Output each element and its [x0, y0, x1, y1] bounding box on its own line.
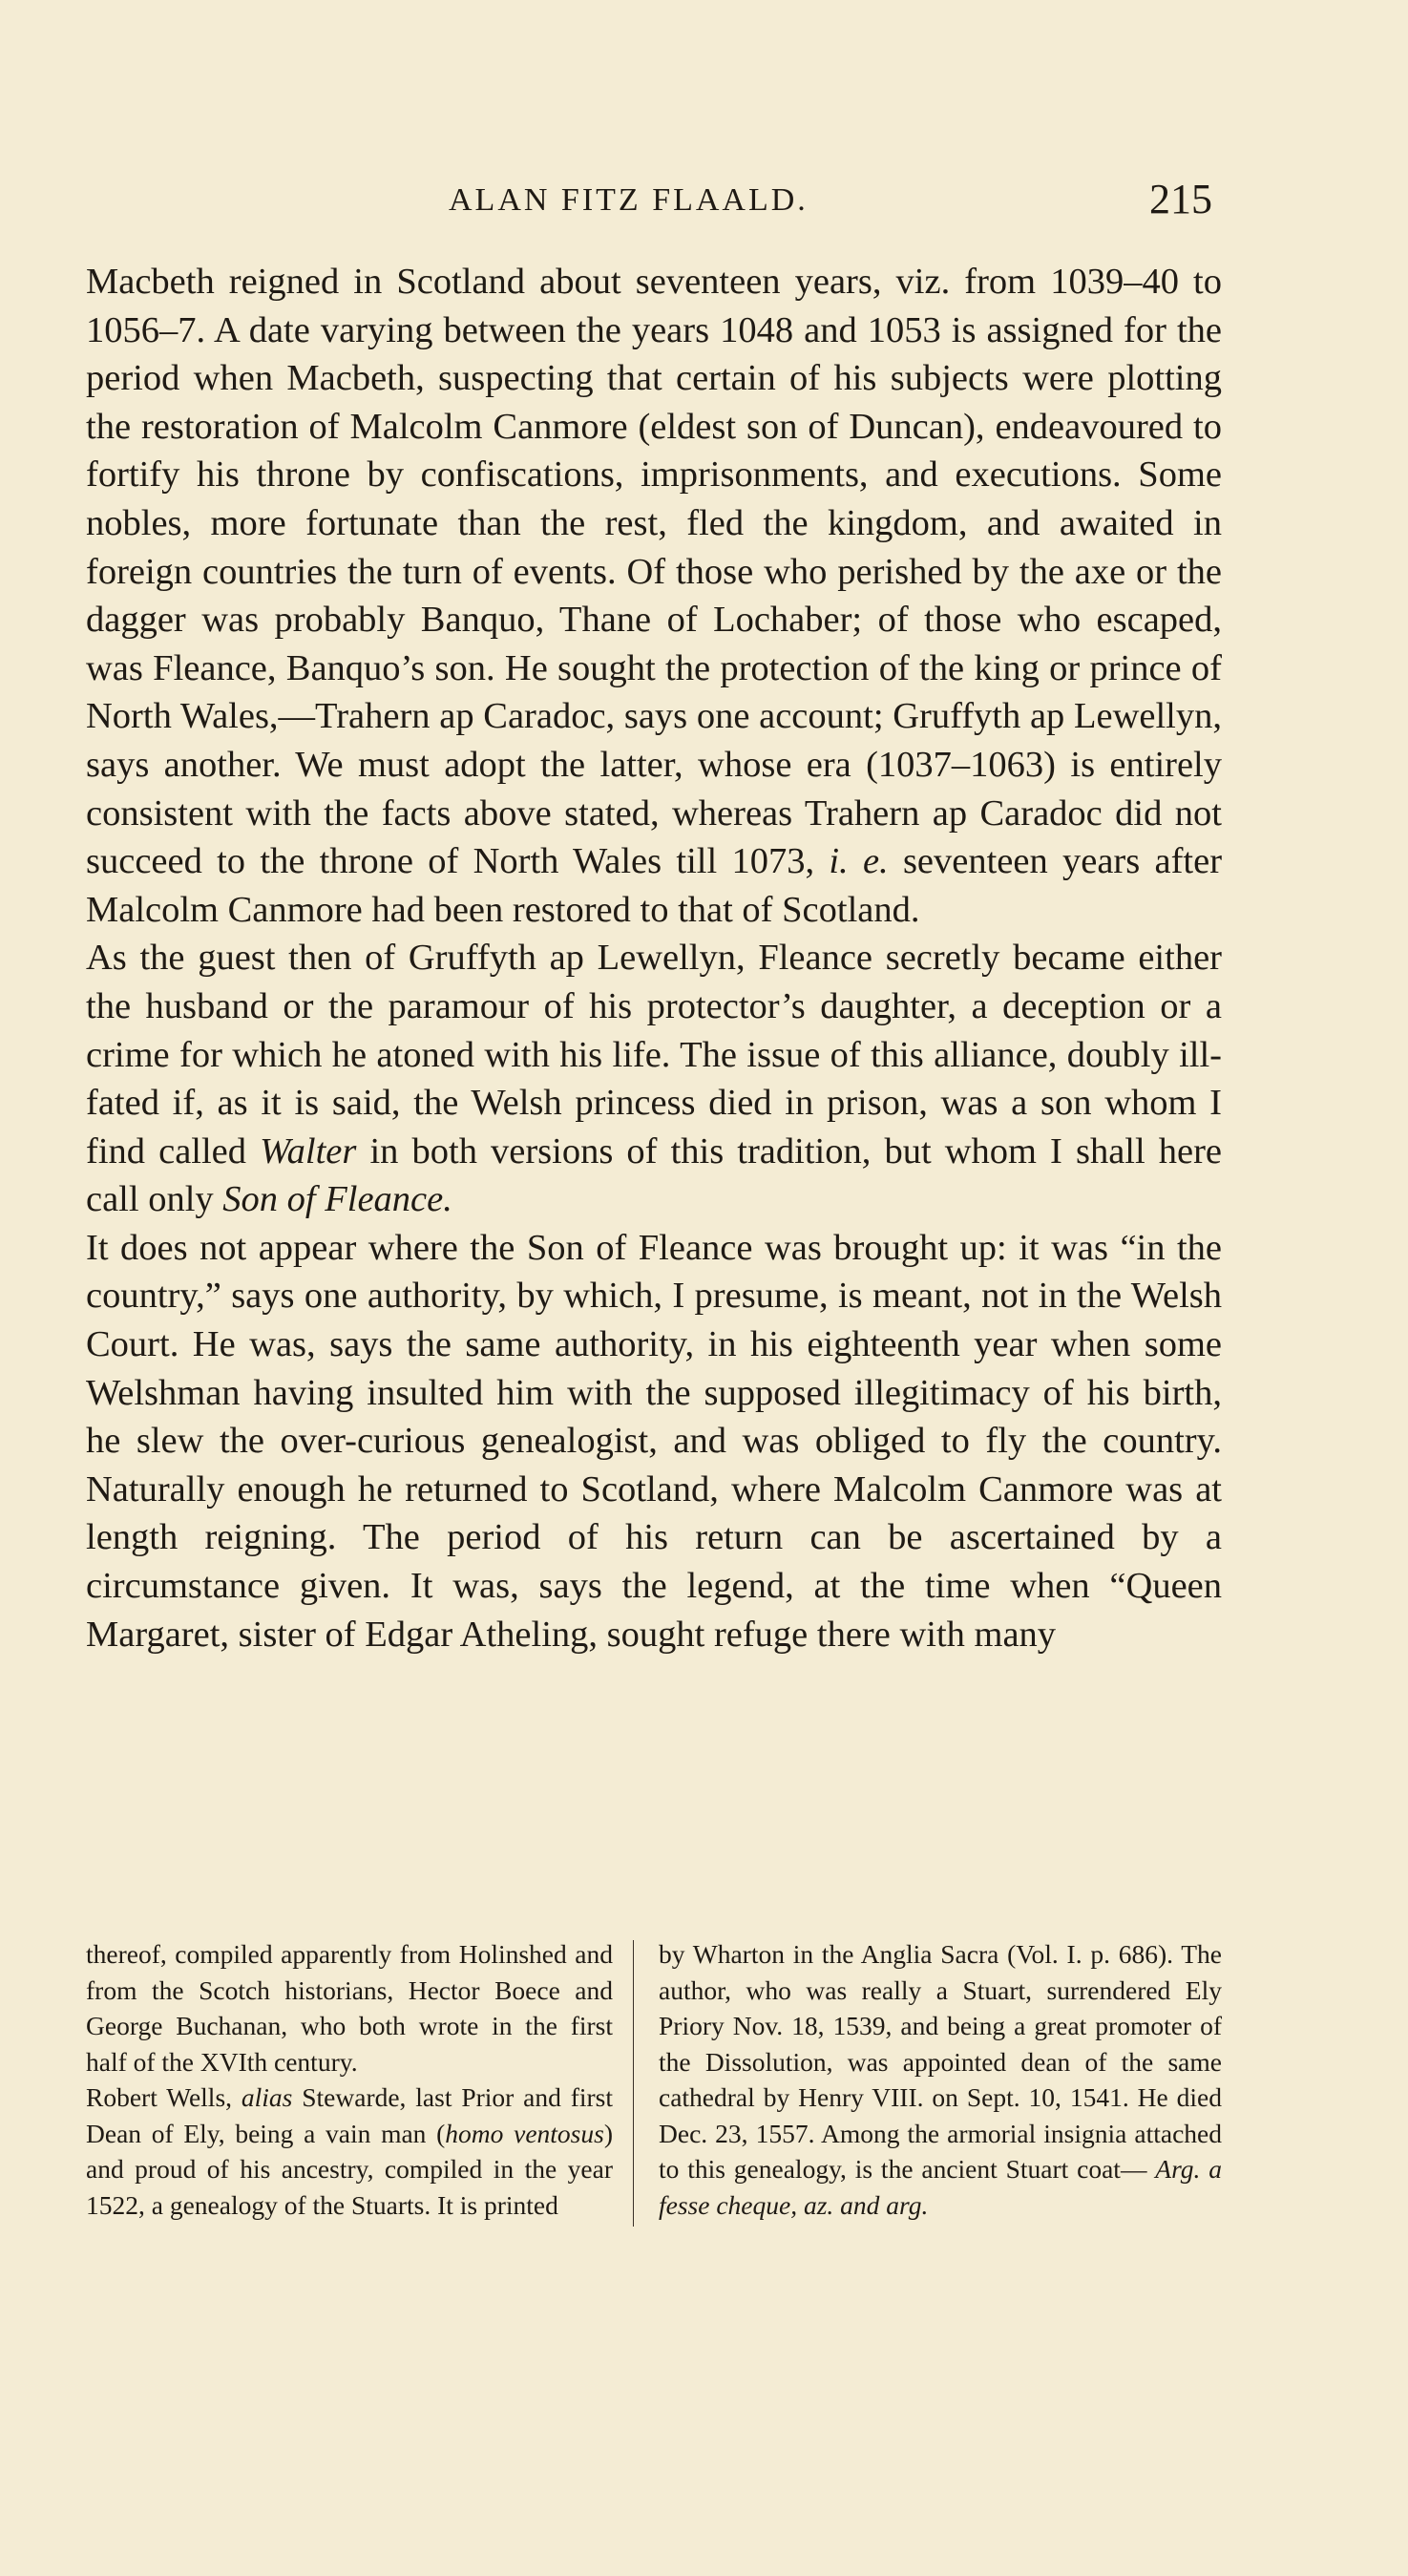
- paragraph-2: [86, 934, 1222, 1224]
- footnote-right: [659, 1936, 1222, 2223]
- footnote-left-2-homo: homo ventosus: [445, 2118, 604, 2148]
- paragraph-1-text: Macbeth reigned in Scotland about seventeen years, viz. from 1039–40 to 1056–7. A date varying between the years 1048 and 1053 is assigned for the period when Macbeth, suspecting that certain of his subjects were plotting the restoration of Malcolm Canmore (eldest son of Duncan), endeavoured to fortify his throne by confiscations, imprisonments, and executions. Some nobles, more fortunate than the rest, fled the kingdom, and awaited in foreign countries the turn of events. Of those who perished by the axe or the dagger was probably Banquo, Thane of Lochaber; of those who escaped, was Fleance, Banquo’s son. He sought the protection of the king or prince of North Wales,—Trahern ap Caradoc, says one account; Gruffyth ap Lewellyn, says another. We must adopt the latter, whose era (1037–1063) is entirely consistent with the facts above stated, whereas Trahern ap Caradoc did not succeed to the throne of North Wales till 1073,: [86, 262, 1222, 882]
- footnote-divider: [633, 1940, 634, 2227]
- footnote-left-2-b: Stewarde, last Prior and first Dean of Ely, being a vain man (: [86, 2082, 614, 2148]
- footnote-right-text: by Wharton in the Anglia Sacra (Vol. I. p. 686). The author, who was really a Stuart, surrendered Ely Priory Nov. 18, 1539, and being a great promoter of the Dissolution, was appointed dean of the same cathedral by Henry VIII. on Sept. 10, 1541. He died Dec. 23, 1557. Among the armorial insignia attached to this genealogy, is the ancient Stuart coat—: [659, 1939, 1222, 2184]
- paragraph-3: [86, 1224, 1222, 1658]
- paragraph-3-text: It does not appear where the Son of Fleance was brought up: it was “in the country,” says one authority, by which, I presume, is meant, not in the Welsh Court. He was, says the same authority, in his eighteenth year when some Welshman having insulted him with the supposed illegitimacy of his birth, he slew the over-curious genealogist, and was obliged to fly the country. Naturally enough he returned to Scotland, where Malcolm Canmore was at length reigning. The period of his return can be ascertained by a circumstance given. It was, says the legend, at the time when “Queen Margaret, sister of Edgar Atheling, sought refuge there with many: [86, 1227, 1222, 1655]
- paragraph-1: [86, 258, 1222, 934]
- footnote-column-right: [659, 1936, 1222, 2223]
- footnote-left-2-a: Robert Wells,: [86, 2082, 233, 2112]
- footnote-column-left: [86, 1936, 613, 2223]
- paragraph-2-text-a: As the guest then of Gruffyth ap Lewellyn, Fleance secretly became either the husband or the paramour of his protector’s daughter, a deception or a crime for which he atoned with his life. The issue of this alliance, doubly ill-fated if, as it is said, the Welsh princess died in prison, was a son whom I find called: [86, 938, 1222, 1172]
- footnote-left-2-c: ) and proud of his ancestry, compiled in the year 1522, a genealogy of the Stuarts. It is printed: [86, 2118, 613, 2220]
- footnotes: [86, 1936, 1222, 2242]
- paragraph-1-ie: i. e.: [829, 841, 889, 882]
- paragraph-1-end: seventeen years after Malcolm Canmore had been restored to that of Scotland.: [86, 841, 1223, 930]
- footnote-left-2: [86, 2080, 613, 2223]
- paragraph-2-son-of-fleance: Son of Fleance.: [222, 1179, 452, 1220]
- page-number: 215: [1149, 176, 1212, 222]
- footnote-left-2-alias: alias: [241, 2082, 293, 2112]
- paragraph-2-walter: Walter: [260, 1130, 357, 1172]
- running-head: ALAN FITZ FLAALD.: [449, 182, 809, 218]
- footnote-left-1: thereof, compiled apparently from Holinshed and from the Scotch historians, Hector Boece and George Buchanan, who both wrote in the first half of the XVIth century.: [86, 1939, 613, 2077]
- paragraph-2-text-b: in both versions of this tradition, but whom I shall here call only: [86, 1130, 1223, 1220]
- page-header: [86, 175, 1212, 232]
- footnote-right-arms: Arg. a fesse cheque, az. and arg.: [659, 2154, 1222, 2220]
- main-text: [86, 258, 1222, 1658]
